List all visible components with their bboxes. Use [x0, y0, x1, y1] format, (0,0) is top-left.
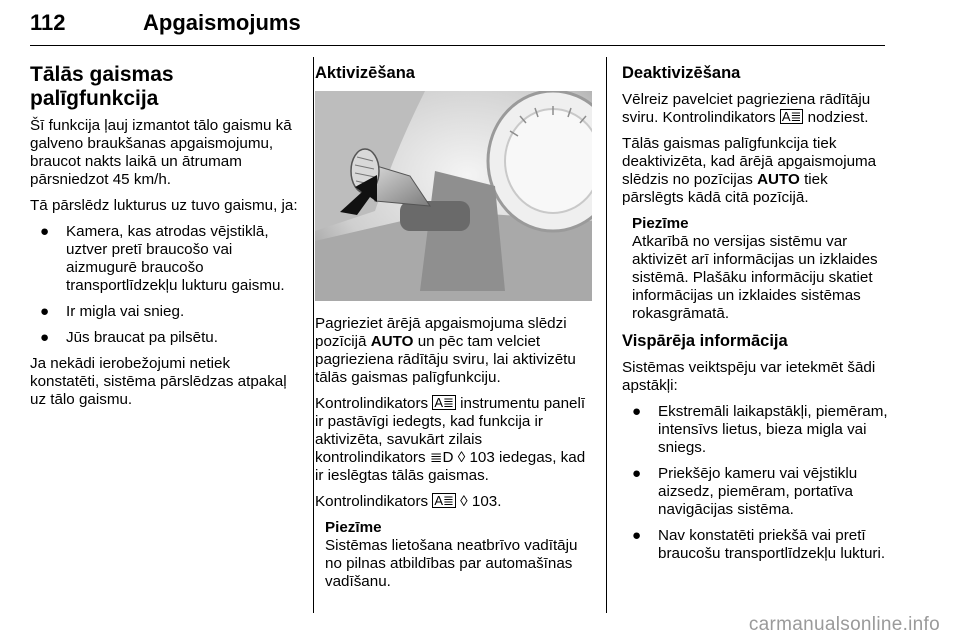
switch-off-paragraph: Tālās gaismas palīgfunkcija tiek deaktivizēta, kad ārējā apgaismojuma slēdzis no pozīcijas AUTO tiek pārslēgts kādā citā pozīcijā. [622, 135, 877, 206]
column-2 [315, 63, 596, 599]
condition-paragraph: Tā pārslēdz lukturus uz tuvo gaismu, ja: [30, 197, 298, 214]
section-heading-deactivation: Deaktivizēšana [622, 64, 741, 82]
note-box [622, 215, 890, 323]
list-item: ● Kamera, kas atrodas vējstiklā, uztver pretī braucošo vai aizmugurē braucošo transportlīdzekļu lukturu gaismu. [40, 223, 285, 294]
bullet-icon: ● [40, 223, 50, 240]
page-number: 112 [30, 10, 66, 35]
list-item: ● Ekstremāli laikapstākļi, piemēram, intensīvs lietus, bieza migla vai sniegs. [632, 403, 888, 456]
list-item: ● Jūs braucat pa pilsētu. [40, 329, 218, 346]
auto-high-beam-indicator-icon: A≣ [781, 109, 802, 124]
performance-paragraph: Sistēmas veiktspēju var ietekmēt šādi apstākļi: [622, 359, 876, 394]
bullet-icon: ● [632, 527, 642, 544]
page-ref-icon: ◊ [460, 493, 468, 510]
list-item: ● Ir migla vai snieg. [40, 303, 185, 320]
bullet-icon: ● [40, 303, 50, 320]
column-1 [30, 63, 302, 417]
watermark: carmanualsonline.info [748, 614, 940, 635]
page-ref-icon: ◊ [457, 449, 466, 466]
list-item: ● Priekšējo kameru vai vējstiklu aizsedz, piemēram, portatīva navigācijas sistēma. [632, 465, 858, 518]
deactivation-paragraph: Vēlreiz pavelciet pagrieziena rādītāju sviru. Kontrolindikators A≣ nodziest. [622, 91, 871, 126]
list-item: ● Nav konstatēti priekšā vai pretī braucošu transportlīdzekļu lukturi. [632, 527, 886, 562]
indicator-ref-paragraph: Kontrolindikators A≣ ◊ 103. [315, 493, 502, 510]
auto-high-beam-indicator-icon: A≣ [434, 395, 454, 410]
bullet-icon: ● [632, 403, 642, 420]
note-text: Atkarībā no versijas sistēmu var aktivizēt arī informācijas un izklaides sistēmā. Plašāku informāciju skatiet informācijas un izklaides sistēmas rokasgrāmatā. [632, 233, 878, 322]
intro-paragraph: Šī funkcija ļauj izmantot tālo gaismu kā galveno braukšanas apgaismojumu, braucot nakts laikā un ātrumam pārsniedzot 45 km/h. [30, 117, 292, 188]
note-box [315, 519, 596, 591]
header-rule [30, 45, 885, 46]
section-heading-general-info: Vispārēja informācija [622, 332, 788, 350]
bullet-icon: ● [40, 329, 50, 346]
activation-paragraph: Pagrieziet ārējā apgaismojuma slēdzi pozīcijā AUTO un pēc tam velciet pagrieziena rādītāju sviru, lai aktivizētu tālās gaismas palīgfunkciju. [315, 315, 576, 386]
note-title: Piezīme [632, 215, 689, 232]
note-text: Sistēmas lietošana neatbrīvo vadītāju no pilnas atbildības par automašīnas vadīšanu. [325, 537, 578, 590]
limitation-list [622, 403, 890, 563]
indicator-paragraph: Kontrolindikators A≣ instrumentu panelī ir pastāvīgi iedegts, kad funkcija ir aktivizēta, savukārt zilais kontrolindikators ≣D ◊ 103 iedegas, kad ir ieslēgtas tālās gaismas. [315, 395, 586, 484]
column-divider-2 [606, 57, 607, 613]
high-beam-indicator-icon: ≣D [429, 449, 454, 466]
condition-list [30, 223, 302, 347]
column-3 [622, 63, 890, 571]
section-heading-high-beam-assist: Tālās gaismas palīgfunkcija [30, 63, 174, 110]
note-title: Piezīme [325, 519, 382, 536]
chapter-title: Apgaismojums [143, 10, 301, 35]
auto-high-beam-indicator-icon: A≣ [434, 493, 454, 508]
section-heading-activation: Aktivizēšana [315, 64, 415, 82]
page-header [30, 6, 885, 44]
column-divider-1 [313, 57, 314, 613]
bullet-icon: ● [632, 465, 642, 482]
turn-signal-lever-photo [315, 91, 592, 301]
fallback-paragraph: Ja nekādi ierobežojumi netiek konstatēti, sistēma pārslēdzas atpakaļ uz tālo gaismu. [30, 355, 287, 408]
